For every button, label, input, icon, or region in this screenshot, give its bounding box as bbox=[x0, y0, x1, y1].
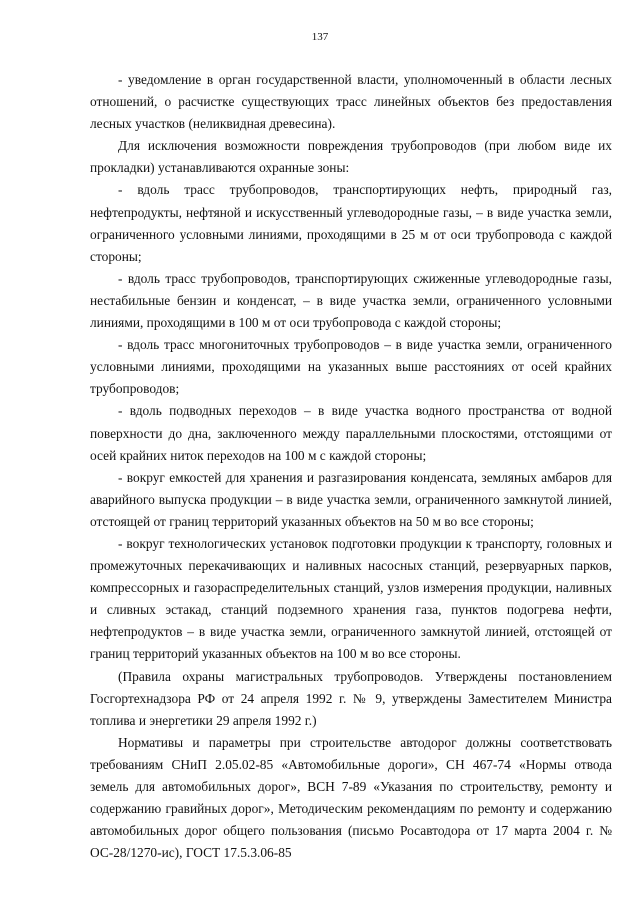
paragraph-technological-installations: - вокруг технологических установок подготовки продукции к транспорту, головных и промежуточных перекачивающих и наливных насосных станций, резервуарных парков, компрессорных и газораспределительных станций, узлов измерения продукции, наливных и сливных эстакад, станций подземного хранения газа, пунктов подогрева нефти, нефтепродуктов – в виде участка земли, ограниченного замкнутой линией, отстоящей от границ территорий указанных объектов на 100 м во все стороны. bbox=[90, 535, 612, 662]
paragraph-liquefied-gas-pipelines: - вдоль трасс трубопроводов, транспортирующих сжиженные углеводородные газы, нестабильные бензин и конденсат, – в виде участка земли, ограниченного условными линиями, проходящими в 100 м от оси трубопровода с каждой стороны; bbox=[90, 270, 612, 331]
body-text bbox=[90, 69, 612, 864]
paragraph-underwater-crossings: - вдоль подводных переходов – в виде участка водного пространства от водной поверхности до дна, заключенного между параллельными плоскостями, отстоящими от осей крайних ниток переходов на 100 м с каждой стороны; bbox=[90, 403, 612, 463]
paragraph-condensate-tanks: - вокруг емкостей для хранения и разгазирования конденсата, земляных амбаров для аварийного выпуска продукции – в виде участка земли, ограниченного замкнутой линией, отстоящей от границ территорий указанных объектов на 50 м во все стороны; bbox=[90, 469, 612, 529]
paragraph-road-standards: Нормативы и параметры при строительстве автодорог должны соответствовать требованиям СНиП 2.05.02-85 «Автомобильные дороги», СН 467-74 «Нормы отвода земель для автомобильных дорог», ВСН 7-89 «Указания по строительству, ремонту и содержанию гравийных дорог», Методическим рекомендациям по ремонту и содержанию автомобильных дорог общего пользования (письмо Росавтодора от 17 марта 2004 г. № ОС-28/1270-ис), ГОСТ 17.5.3.06-85 bbox=[90, 734, 612, 861]
paragraph-oil-gas-pipelines: - вдоль трасс трубопроводов, транспортирующих нефть, природный газ, нефтепродукты, нефтяной и искусственный углеводородные газы, – в виде участка земли, ограниченного условными линиями, проходящими в 25 м от оси трубопровода с каждой стороны; bbox=[90, 182, 612, 264]
paragraph-rules-reference: (Правила охраны магистральных трубопроводов. Утверждены постановлением Госгортехнадзора РФ от 24 апреля 1992 г. № 9, утверждены Заместителем Министра топлива и энергетики 29 апреля 1992 г.) bbox=[90, 668, 612, 728]
page-number: 137 bbox=[311, 31, 329, 43]
paragraph-notification: - уведомление в орган государственной власти, уполномоченный в области лесных отношений, о расчистке существующих трасс линейных объектов без предоставления лесных участков (неликвидная древесина). bbox=[90, 72, 612, 132]
paragraph-multi-line-pipelines: - вдоль трасс многониточных трубопроводов – в виде участка земли, ограниченного условными линиями, проходящими на указанных выше расстояниях от осей крайних трубопроводов; bbox=[90, 337, 612, 397]
paragraph-protection-zones-intro: Для исключения возможности повреждения трубопроводов (при любом виде их прокладки) устанавливаются охранные зоны: bbox=[90, 138, 612, 176]
